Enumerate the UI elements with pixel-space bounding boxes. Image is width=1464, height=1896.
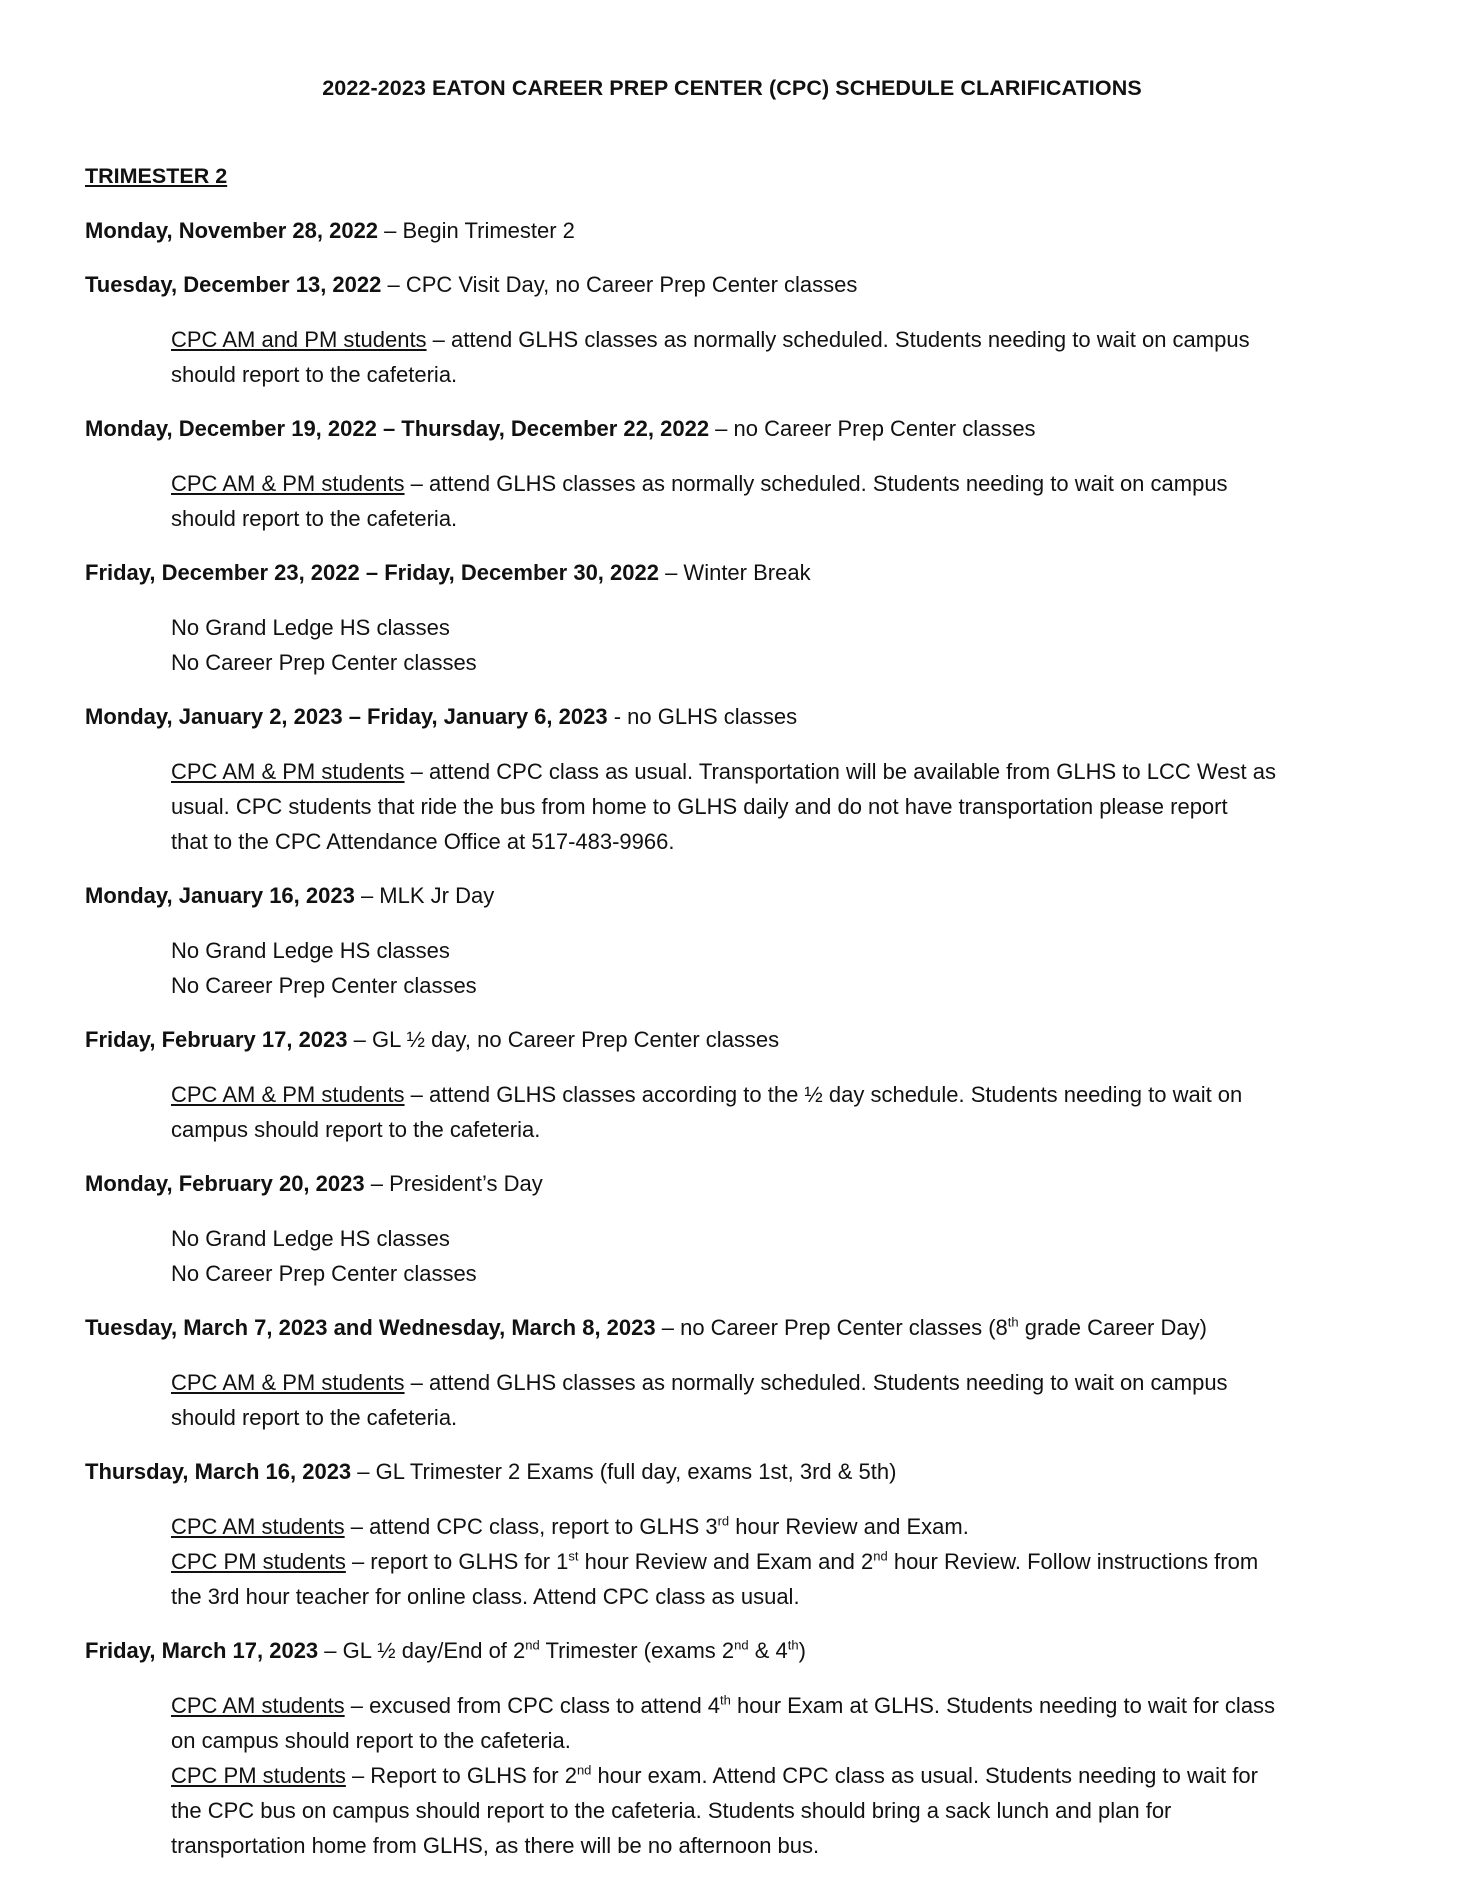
student-group-label: CPC AM students — [171, 1693, 345, 1718]
entry-text: No Career Prep Center classes — [171, 650, 477, 675]
entry-details — [171, 466, 1385, 536]
detail-paragraph — [171, 1221, 1385, 1291]
student-group-label: CPC AM & PM students — [171, 471, 405, 496]
schedule-entry — [85, 214, 1385, 248]
student-group-label: CPC PM students — [171, 1549, 346, 1574]
entry-text: – attend GLHS classes as normally scheduled. Students needing to wait on campus — [404, 1370, 1228, 1395]
schedule-entry — [85, 556, 1385, 680]
entry-text: on campus should report to the cafeteria. — [171, 1728, 571, 1753]
student-group-label: CPC AM and PM students — [171, 327, 427, 352]
entry-text: should report to the cafeteria. — [171, 1405, 458, 1430]
detail-paragraph — [171, 1077, 1385, 1147]
entry-text: – Begin Trimester 2 — [378, 218, 575, 243]
entry-heading — [85, 268, 1385, 302]
detail-line — [171, 1400, 1385, 1435]
superscript-text: th — [720, 1692, 731, 1708]
entry-heading — [85, 700, 1385, 734]
entry-text: – attend GLHS classes as normally scheduled. Students needing to wait on campus — [404, 471, 1228, 496]
detail-line — [171, 322, 1385, 357]
schedule-entry — [85, 1311, 1385, 1435]
document-title: 2022-2023 EATON CAREER PREP CENTER (CPC) SCHEDULE CLARIFICATIONS — [322, 76, 1142, 100]
entry-details — [171, 322, 1385, 392]
schedule-entry — [85, 268, 1385, 392]
detail-line — [171, 1221, 1385, 1256]
section-heading: TRIMESTER 2 — [85, 164, 228, 188]
entry-text: – report to GLHS for 1 — [345, 1549, 569, 1574]
schedule-entries — [85, 214, 1385, 1883]
detail-line — [171, 1758, 1385, 1793]
detail-line — [171, 1688, 1385, 1723]
detail-line — [171, 1544, 1385, 1579]
entry-date: Monday, November 28, 2022 — [85, 218, 379, 243]
entry-heading — [85, 1023, 1385, 1057]
student-group-label: CPC AM & PM students — [171, 759, 405, 784]
schedule-entry — [85, 1167, 1385, 1291]
detail-paragraph — [171, 754, 1385, 859]
entry-details — [171, 754, 1385, 859]
detail-line — [171, 1077, 1385, 1112]
entry-details — [171, 933, 1385, 1003]
entry-date: Monday, January 2, 2023 – Friday, January 6, 2023 — [85, 704, 608, 729]
entry-text: – no Career Prep Center classes — [709, 416, 1036, 441]
entry-text: – GL ½ day/End of 2 — [318, 1638, 526, 1663]
detail-paragraph — [171, 1758, 1385, 1863]
detail-line — [171, 1793, 1385, 1828]
entry-heading — [85, 1167, 1385, 1201]
entry-text: should report to the cafeteria. — [171, 362, 458, 387]
student-group-label: CPC AM & PM students — [171, 1082, 405, 1107]
entry-text: the CPC bus on campus should report to the cafeteria. Students should bring a sack lunch and plan for — [171, 1798, 1172, 1823]
entry-details — [171, 1688, 1385, 1863]
detail-line — [171, 1828, 1385, 1863]
schedule-entry — [85, 1634, 1385, 1863]
entry-text: – attend CPC class as usual. Transportation will be available from GLHS to LCC West as — [404, 759, 1276, 784]
entry-text: – MLK Jr Day — [354, 883, 495, 908]
detail-paragraph — [171, 1509, 1385, 1544]
entry-text: hour Review. Follow instructions from — [887, 1549, 1259, 1574]
entry-date: Friday, December 23, 2022 – Friday, December 30, 2022 — [85, 560, 659, 585]
detail-line — [171, 610, 1385, 645]
entry-heading — [85, 1311, 1385, 1345]
detail-line — [171, 357, 1385, 392]
detail-line — [171, 645, 1385, 680]
entry-date: Monday, January 16, 2023 — [85, 883, 355, 908]
entry-text: usual. CPC students that ride the bus from home to GLHS daily and do not have transportation please report — [171, 794, 1228, 819]
entry-text: No Grand Ledge HS classes — [171, 938, 450, 963]
entry-details — [171, 1365, 1385, 1435]
entry-text: – CPC Visit Day, no Career Prep Center classes — [381, 272, 858, 297]
superscript-text: st — [568, 1548, 579, 1564]
detail-line — [171, 824, 1385, 859]
entry-text: hour Review and Exam and 2 — [578, 1549, 874, 1574]
detail-line — [171, 1723, 1385, 1758]
schedule-entry — [85, 879, 1385, 1003]
entry-text: hour exam. Attend CPC class as usual. Students needing to wait for — [591, 1763, 1258, 1788]
entry-text: - no GLHS classes — [607, 704, 798, 729]
schedule-entry — [85, 412, 1385, 536]
entry-text: – President’s Day — [364, 1171, 543, 1196]
entry-details — [171, 1509, 1385, 1614]
entry-heading — [85, 556, 1385, 590]
entry-date: Tuesday, March 7, 2023 and Wednesday, March 8, 2023 — [85, 1315, 656, 1340]
detail-paragraph — [171, 322, 1385, 392]
entry-text: – attend GLHS classes as normally scheduled. Students needing to wait on campus — [426, 327, 1250, 352]
student-group-label: CPC AM students — [171, 1514, 345, 1539]
student-group-label: CPC AM & PM students — [171, 1370, 405, 1395]
entry-heading — [85, 879, 1385, 913]
entry-heading — [85, 1634, 1385, 1668]
superscript-text: nd — [525, 1637, 540, 1653]
entry-text: Trimester (exams 2 — [539, 1638, 735, 1663]
entry-text: No Grand Ledge HS classes — [171, 1226, 450, 1251]
entry-date: Friday, February 17, 2023 — [85, 1027, 348, 1052]
entry-text: that to the CPC Attendance Office at 517-483-9966. — [171, 829, 675, 854]
entry-details — [171, 1077, 1385, 1147]
detail-line — [171, 1112, 1385, 1147]
detail-line — [171, 1256, 1385, 1291]
detail-line — [171, 789, 1385, 824]
detail-line — [171, 1365, 1385, 1400]
entry-text: No Career Prep Center classes — [171, 1261, 477, 1286]
entry-heading — [85, 412, 1385, 446]
entry-text: – Report to GLHS for 2 — [345, 1763, 577, 1788]
entry-text: ) — [798, 1638, 806, 1663]
detail-line — [171, 1509, 1385, 1544]
detail-paragraph — [171, 1544, 1385, 1614]
student-group-label: CPC PM students — [171, 1763, 346, 1788]
entry-text: – Winter Break — [658, 560, 811, 585]
detail-paragraph — [171, 1688, 1385, 1758]
detail-line — [171, 466, 1385, 501]
entry-text: the 3rd hour teacher for online class. Attend CPC class as usual. — [171, 1584, 800, 1609]
superscript-text: nd — [734, 1637, 749, 1653]
detail-line — [171, 1579, 1385, 1614]
entry-text: hour Review and Exam. — [729, 1514, 969, 1539]
entry-date: Friday, March 17, 2023 — [85, 1638, 319, 1663]
entry-date: Monday, February 20, 2023 — [85, 1171, 365, 1196]
entry-details — [171, 610, 1385, 680]
detail-paragraph — [171, 610, 1385, 680]
entry-text: hour Exam at GLHS. Students needing to wait for class — [730, 1693, 1276, 1718]
entry-text: – excused from CPC class to attend 4 — [344, 1693, 721, 1718]
entry-heading — [85, 1455, 1385, 1489]
superscript-text: nd — [576, 1762, 592, 1778]
entry-heading — [85, 214, 1385, 248]
entry-text: – GL Trimester 2 Exams (full day, exams 1st, 3rd & 5th) — [351, 1459, 897, 1484]
detail-line — [171, 754, 1385, 789]
entry-text: – GL ½ day, no Career Prep Center classes — [347, 1027, 780, 1052]
entry-text: transportation home from GLHS, as there will be no afternoon bus. — [171, 1833, 820, 1858]
detail-paragraph — [171, 933, 1385, 1003]
entry-text: campus should report to the cafeteria. — [171, 1117, 541, 1142]
entry-text: – attend CPC class, report to GLHS 3 — [344, 1514, 718, 1539]
entry-date: Thursday, March 16, 2023 — [85, 1459, 352, 1484]
detail-line — [171, 968, 1385, 1003]
schedule-entry — [85, 1023, 1385, 1147]
detail-line — [171, 501, 1385, 536]
entry-text: – attend GLHS classes according to the ½ day schedule. Students needing to wait on — [404, 1082, 1243, 1107]
entry-date: Monday, December 19, 2022 – Thursday, December 22, 2022 — [85, 416, 710, 441]
schedule-entry — [85, 1455, 1385, 1614]
entry-text: No Career Prep Center classes — [171, 973, 477, 998]
entry-text: No Grand Ledge HS classes — [171, 615, 450, 640]
superscript-text: th — [787, 1637, 799, 1653]
detail-line — [171, 933, 1385, 968]
entry-text: should report to the cafeteria. — [171, 506, 458, 531]
entry-date: Tuesday, December 13, 2022 — [85, 272, 382, 297]
detail-paragraph — [171, 1365, 1385, 1435]
schedule-entry — [85, 700, 1385, 859]
entry-details — [171, 1221, 1385, 1291]
superscript-text: th — [1007, 1314, 1019, 1330]
entry-text: – no Career Prep Center classes (8 — [655, 1315, 1008, 1340]
entry-text: grade Career Day) — [1018, 1315, 1207, 1340]
entry-text: & 4 — [748, 1638, 788, 1663]
superscript-text: nd — [873, 1548, 888, 1564]
detail-paragraph — [171, 466, 1385, 536]
superscript-text: rd — [717, 1513, 730, 1529]
